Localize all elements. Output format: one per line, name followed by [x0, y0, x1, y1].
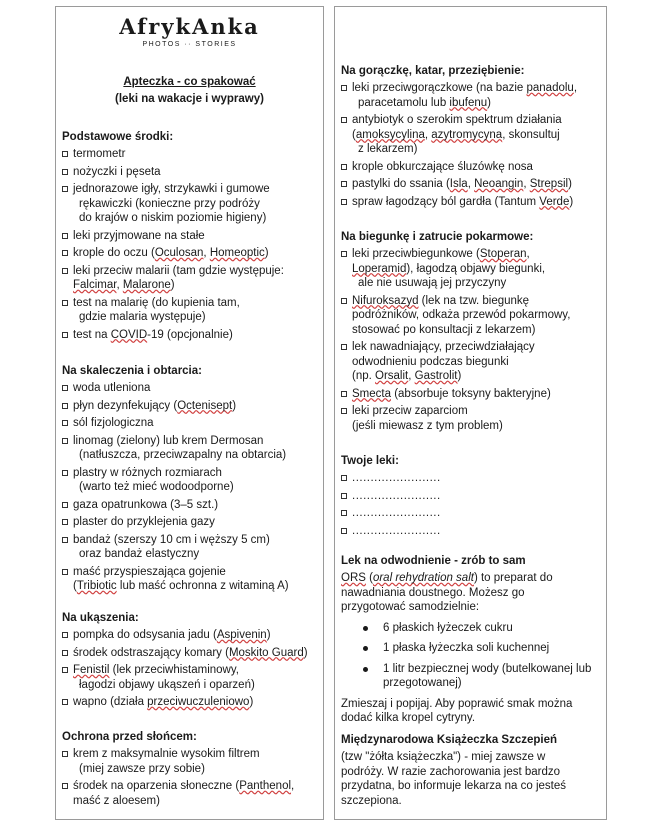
section-heading: Międzynarodowa Książeczka Szczepień [341, 734, 558, 746]
checkbox-icon [62, 438, 68, 444]
list-item: bandaż (szerszy 10 cm i węższy 5 cm) oraz bandaż elastyczny [62, 533, 319, 562]
checkbox-icon [62, 332, 68, 338]
list-item: test na malarię (do kupienia tam, gdzie malaria występuje) [62, 296, 319, 325]
checkbox-icon [62, 403, 68, 409]
vaccination-text: (tzw "żółta książeczka") - miej zawsze w podróży. W razie zachorowania jest bardzo przydatna, bo informuje lekarza na co jesteś szczepiona. [341, 751, 567, 807]
section-basics [62, 129, 319, 345]
list-item: krople do oczu (Oculosan, Homeoptic) [62, 246, 319, 261]
checkbox-icon [62, 502, 68, 508]
list-item: krople obkurczające śluzówkę nosa [341, 160, 602, 175]
list-item: sól fizjologiczna [62, 416, 319, 431]
section-rehydration [341, 553, 602, 726]
logo [56, 15, 323, 48]
bullet-icon [363, 667, 368, 672]
checkbox-icon [341, 510, 347, 516]
left-column [55, 6, 324, 820]
page-title [56, 74, 323, 108]
fill-in-line[interactable]: ........................ [341, 524, 602, 539]
checkbox-icon [341, 344, 347, 350]
checkbox-icon [62, 300, 68, 306]
list-item: 1 litr bezpiecznej wody (butelkowanej lub przegotowanej) [341, 662, 602, 691]
list-item: antybiotyk o szerokim spektrum działania (amoksycylina, azytromycyna, skonsultuj z lekarzem) [341, 113, 602, 157]
section-vaccination [341, 732, 602, 808]
checkbox-icon [62, 537, 68, 543]
list-item: leki przeciw malarii (tam gdzie występuje: Falcimar, Malarone) [62, 264, 319, 293]
section-heading: Lek na odwodnienie - zrób to sam [341, 555, 526, 567]
list-item: leki przeciwbiegunkowe (Stoperan, Loperamid), łagodzą objawy biegunki, ale nie usuwają jej przyczyny [341, 247, 602, 291]
section-heading: Twoje leki: [341, 455, 399, 467]
checkbox-icon [62, 268, 68, 274]
list-item: płyn dezynfekujący (Octenisept) [62, 399, 319, 414]
bullet-icon [363, 626, 368, 631]
checkbox-icon [341, 164, 347, 170]
list-item: leki przyjmowane na stałe [62, 229, 319, 244]
list-item: nożyczki i pęseta [62, 165, 319, 180]
fill-in-line[interactable]: ........................ [341, 489, 602, 504]
section-heading: Na biegunkę i zatrucie pokarmowe: [341, 231, 534, 243]
checkbox-icon [341, 408, 347, 414]
list-item: pastylki do ssania (Isla, Neoangin, Strepsil) [341, 177, 602, 192]
list-item: termometr [62, 147, 319, 162]
checkbox-icon [62, 699, 68, 705]
title-line-1: Apteczka - co spakować [123, 76, 256, 88]
section-heading: Na skaleczenia i obtarcia: [62, 365, 202, 377]
list-item: woda utleniona [62, 381, 319, 396]
list-item: plastry w różnych rozmiarach (warto też mieć wodoodporne) [62, 466, 319, 495]
rehydration-intro: ORS (oral rehydration salt) to preparat do nawadniania doustnego. Możesz go przygotować samodzielnie: [341, 572, 553, 613]
logo-tagline: PHOTOS ·· STORIES [142, 41, 237, 48]
section-sun [62, 729, 319, 811]
list-item: gaza opatrunkowa (3–5 szt.) [62, 498, 319, 513]
checkbox-icon [62, 783, 68, 789]
checkbox-icon [341, 181, 347, 187]
fill-in-line[interactable]: ........................ [341, 506, 602, 521]
list-item: krem z maksymalnie wysokim filtrem (miej zawsze przy sobie) [62, 747, 319, 776]
section-heading: Na ukąszenia: [62, 612, 139, 624]
list-item: pompka do odsysania jadu (Aspivenin) [62, 628, 319, 643]
list-item: plaster do przyklejenia gazy [62, 515, 319, 530]
list-item: Fenistil (lek przeciwhistaminowy, łagodzi objawy ukąszeń i oparzeń) [62, 663, 319, 692]
list-item: 1 płaska łyżeczka soli kuchennej [341, 641, 602, 656]
title-line-2: (leki na wakacje i wyprawy) [115, 93, 264, 105]
list-item: wapno (działa przeciwuczuleniowo) [62, 695, 319, 710]
section-heading: Podstawowe środki: [62, 131, 174, 143]
checkbox-icon [62, 250, 68, 256]
list-item: leki przeciw zaparciom (jeśli miewasz z tym problem) [341, 404, 602, 433]
list-item: Smecta (absorbuje toksyny bakteryjne) [341, 387, 602, 402]
list-item: leki przeciwgorączkowe (na bazie panadolu, paracetamolu lub ibufenu) [341, 81, 602, 110]
section-heading: Ochrona przed słońcem: [62, 731, 197, 743]
checkbox-icon [62, 751, 68, 757]
checkbox-icon [341, 251, 347, 257]
section-bites [62, 610, 319, 713]
checkbox-icon [341, 85, 347, 91]
checkbox-icon [62, 420, 68, 426]
list-item: środek odstraszający komary (Moskito Guard) [62, 646, 319, 661]
checkbox-icon [341, 475, 347, 481]
checkbox-icon [62, 169, 68, 175]
fill-in-line[interactable]: ........................ [341, 471, 602, 486]
checkbox-icon [341, 391, 347, 397]
list-item: test na COVID-19 (opcjonalnie) [62, 328, 319, 343]
rehydration-outro: Zmieszaj i popijaj. Aby poprawić smak można dodać kilka kropel cytryny. [341, 697, 573, 724]
section-heading: Na gorączkę, katar, przeziębienie: [341, 65, 525, 77]
right-column [334, 6, 607, 820]
checkbox-icon [62, 470, 68, 476]
section-stomach [341, 229, 602, 436]
list-item: lek nawadniający, przeciwdziałający odwodnieniu podczas biegunki (np. Orsalit, Gastrolit) [341, 340, 602, 384]
checkbox-icon [341, 493, 347, 499]
checkbox-icon [341, 298, 347, 304]
bullet-icon [363, 646, 368, 651]
list-item: 6 płaskich łyżeczek cukru [341, 621, 602, 636]
checkbox-icon [62, 186, 68, 192]
checkbox-icon [62, 667, 68, 673]
section-wounds [62, 363, 319, 597]
list-item: środek na oparzenia słoneczne (Panthenol, maść z aloesem) [62, 779, 319, 808]
list-item: Nifuroksazyd (lek na tzw. biegunkę podróżników, odkaża przewód pokarmowy, stosować po konsultacji z lekarzem) [341, 294, 602, 338]
list-item: spraw łagodzący ból gardła (Tantum Verde) [341, 195, 602, 210]
section-your-meds [341, 453, 602, 541]
checkbox-icon [341, 199, 347, 205]
checkbox-icon [62, 151, 68, 157]
checkbox-icon [62, 632, 68, 638]
checkbox-icon [341, 528, 347, 534]
checkbox-icon [62, 650, 68, 656]
checkbox-icon [341, 117, 347, 123]
checkbox-icon [62, 233, 68, 239]
section-fever [341, 63, 602, 212]
logo-wordmark: AfrykAnka [119, 14, 260, 39]
checkbox-icon [62, 519, 68, 525]
list-item: maść przyspieszająca gojenie (Tribiotic lub maść ochronna z witaminą A) [62, 565, 319, 594]
list-item: jednorazowe igły, strzykawki i gumowe rękawiczki (konieczne przy podróży do krajów o niskim poziomie higieny) [62, 182, 319, 226]
list-item: linomag (zielony) lub krem Dermosan (natłuszcza, przeciwzapalny na obtarcia) [62, 434, 319, 463]
checkbox-icon [62, 385, 68, 391]
checkbox-icon [62, 569, 68, 575]
